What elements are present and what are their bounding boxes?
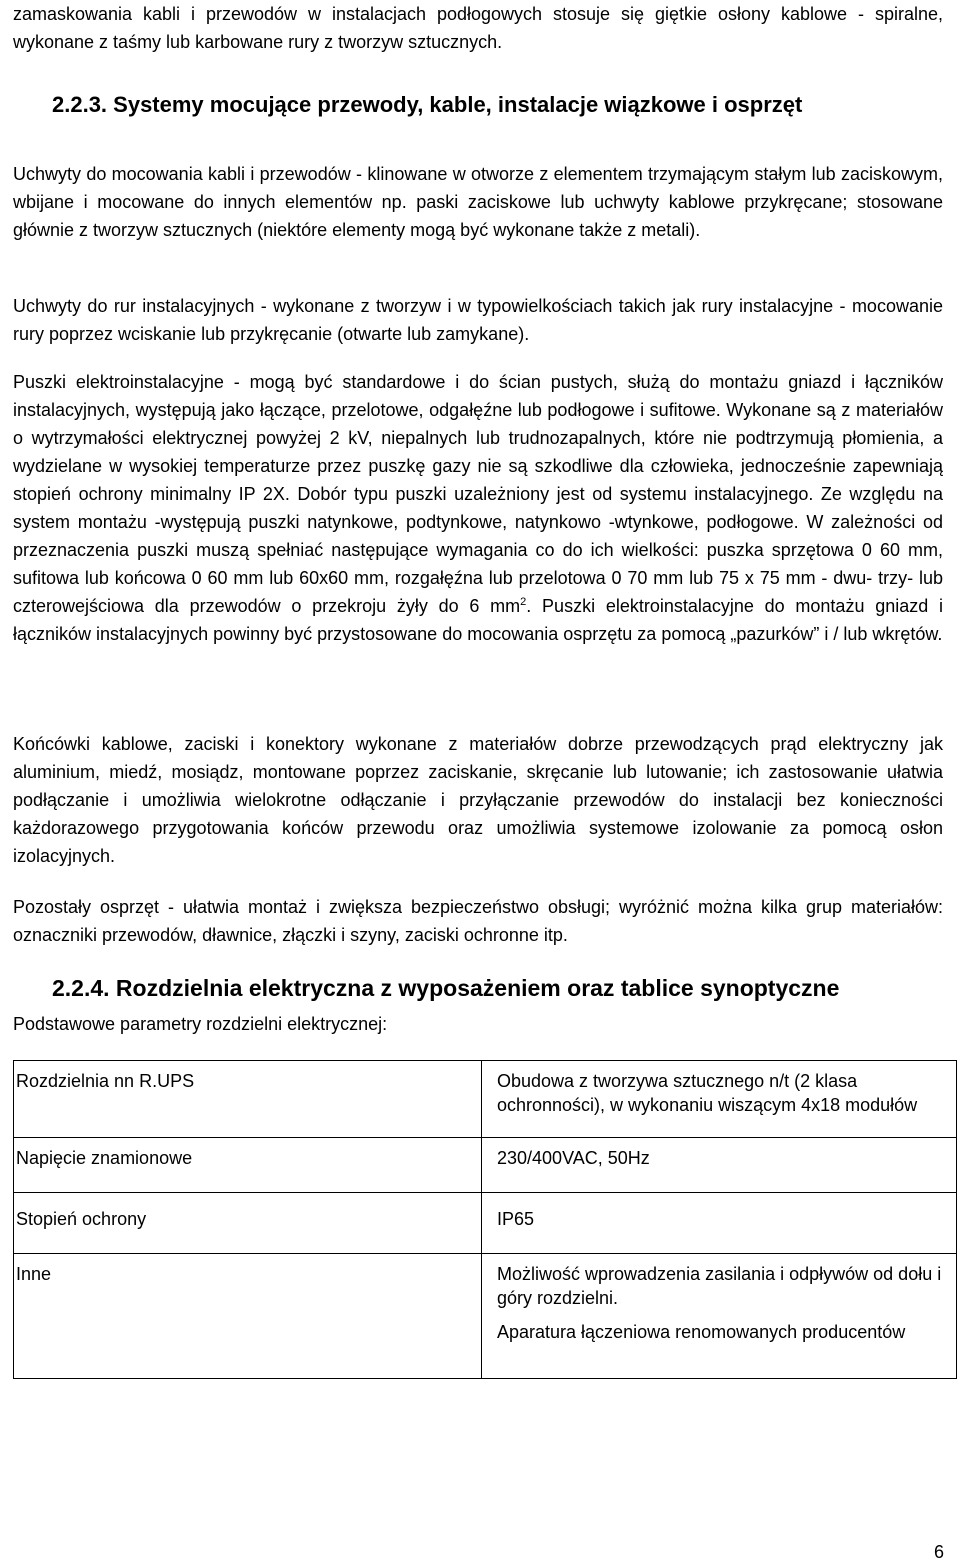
junction-boxes-text-b: . Puszki elektroinstalacyjne do montażu gniazd i łączników instalacyjnych powinny być przystosowane do mocowania osprzętu za pomocą „pazurków” i / lub wkrętów. xyxy=(13,596,943,644)
paragraph-cable-holders: Uchwyty do mocowania kabli i przewodów - klinowane w otworze z elementem trzymającym stałym lub zaciskowym, wbijane i mocowane do innych elementów np. paski zaciskowe lub uchwyty kablowe przykręcane; stosowane głównie z tworzyw sztucznych (niektóre elementy mogą być wykonane także z metali). xyxy=(13,164,943,240)
superscript: 2 xyxy=(520,596,527,608)
intro-paragraph: zamaskowania kabli i przewodów w instalacjach podłogowych stosuje się giętkie osłony kablowe - spiralne, wykonane z taśmy lub karbowane rury z tworzyw sztucznych. xyxy=(13,4,943,52)
table-key: Napięcie znamionowe xyxy=(14,1138,482,1193)
section-heading-2-2-4: 2.2.4. Rozdzielnia elektryczna z wyposażeniem oraz tablice synoptyczne xyxy=(52,975,840,1001)
paragraph-pipe-holders: Uchwyty do rur instalacyjnych - wykonane z tworzyw i w typowielkościach takich jak rury instalacyjne - mocowanie rury poprzez wciskanie lub przykręcanie (otwarte lub zamykane). xyxy=(13,296,943,344)
table-row xyxy=(14,1061,957,1138)
table-value-line-1: Możliwość wprowadzenia zasilania i odpływów od dołu i góry rozdzielni. xyxy=(497,1264,942,1308)
junction-boxes-text-a: Puszki elektroinstalacyjne - mogą być standardowe i do ścian pustych, służą do montażu gniazd i łączników instalacyjnych, występują jako łączące, przelotowe, odgałęźne lub podłogowe i sufitowe. Wykonane są z materiałów o wytrzymałości elektrycznej powyżej 2 kV, niepalnych lub trudnozapalnych, które nie podtrzymują płomienia, a wydzielane w wysokiej temperaturze przez puszkę gazy nie są szkodliwe dla człowieka, jednocześnie zapewniają stopień ochrony minimalny IP 2X. Dobór typu puszki uzależniony jest od systemu instalacyjnego. Ze względu na system montażu -występują puszki natynkowe, podtynkowe, natynkowo -wtynkowe, podłogowe. W zależności od przeznaczenia puszki muszą spełniać następujące wymagania co do ich wielkości: puszka sprzętowa 0 60 mm, sufitowa lub końcowa 0 60 mm lub 60x60 mm, rozgałęźna lub przelotowa 0 70 mm lub 75 x 75 mm - dwu- trzy- lub czterowejściowa dla przewodów o przekroju żyły do 6 mm xyxy=(13,372,943,616)
section-heading-2-2-3: 2.2.3. Systemy mocujące przewody, kable, instalacje wiązkowe i osprzęt xyxy=(52,92,803,117)
table-value: Obudowa z tworzywa sztucznego n/t (2 klasa ochronności), w wykonaniu wiszącym 4x18 modułów xyxy=(482,1061,957,1138)
table-key: Stopień ochrony xyxy=(14,1193,482,1254)
parameters-table xyxy=(13,1060,957,1379)
table-key: Rozdzielnia nn R.UPS xyxy=(14,1061,482,1138)
table-row xyxy=(14,1254,957,1379)
table-key: Inne xyxy=(14,1254,482,1379)
table-intro: Podstawowe parametry rozdzielni elektrycznej: xyxy=(13,1014,388,1034)
paragraph-junction-boxes xyxy=(13,368,943,648)
paragraph-cable-terminals: Końcówki kablowe, zaciski i konektory wykonane z materiałów dobrze przewodzących prąd elektryczny jak aluminium, miedź, mosiądz, montowane poprzez zaciskanie, skręcanie lub lutowanie; ich zastosowanie ułatwia podłączanie i umożliwia wielokrotne odłączanie i przyłączanie przewodów do instalacji bez konieczności każdorazowego przygotowania końców przewodu oraz umożliwia systemowe izolowanie za pomocą osłon izolacyjnych. xyxy=(13,734,943,866)
table-value: IP65 xyxy=(482,1193,957,1254)
paragraph-other-accessories: Pozostały osprzęt - ułatwia montaż i zwiększa bezpieczeństwo obsługi; wyróżnić można kilka grup materiałów: oznaczniki przewodów, dławnice, złączki i szyny, zaciski ochronne itp. xyxy=(13,897,943,945)
table-row xyxy=(14,1193,957,1254)
table-value xyxy=(482,1254,957,1379)
page-number: 6 xyxy=(933,1542,944,1562)
table-value-line-2: Aparatura łączeniowa renomowanych producentów xyxy=(497,1322,906,1342)
table-row xyxy=(14,1138,957,1193)
table-value: 230/400VAC, 50Hz xyxy=(482,1138,957,1193)
